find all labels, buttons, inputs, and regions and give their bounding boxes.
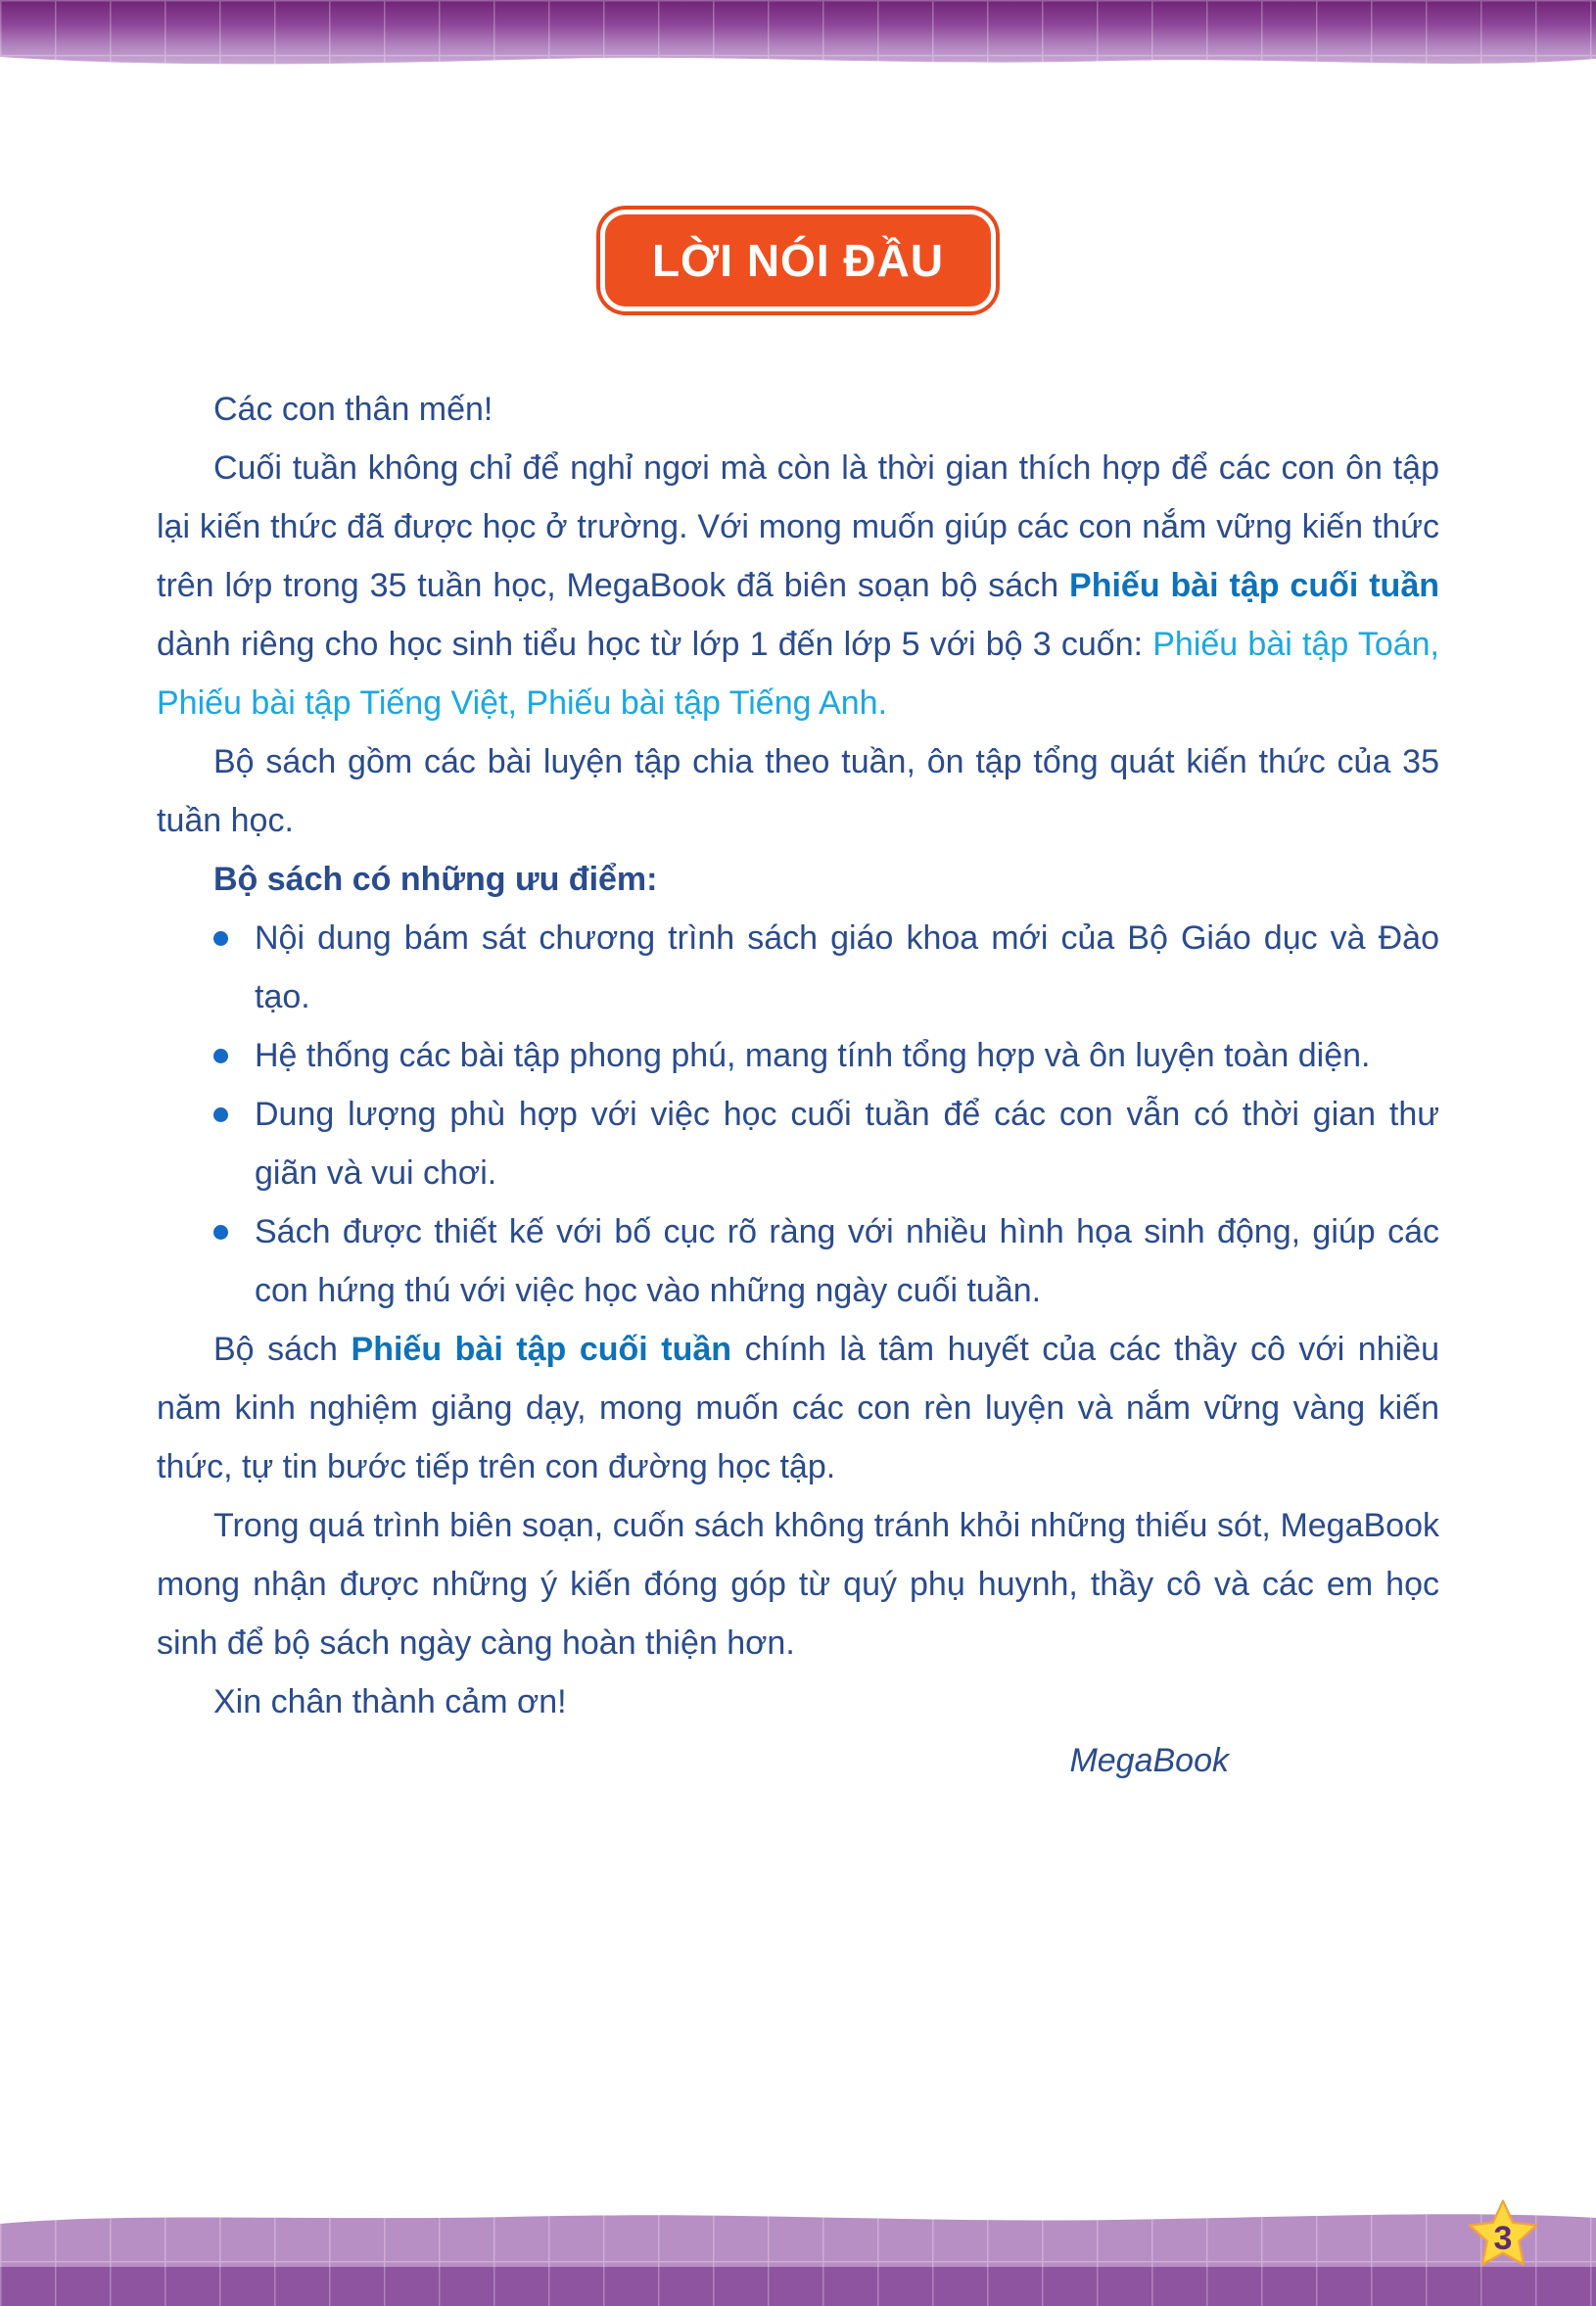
feature-item: Dung lượng phù hợp với việc học cuối tuần để các con vẫn có thời gian thư giãn và vui chơi. (157, 1085, 1439, 1202)
text-segment: Bộ sách (213, 1331, 352, 1368)
page-title: LỜI NÓI ĐẦU (600, 210, 996, 311)
top-decorative-band (0, 0, 1596, 88)
features-list (157, 909, 1439, 1320)
page-number-star (1465, 2196, 1541, 2273)
series-name-highlight: Phiếu bài tập cuối tuần (1069, 567, 1440, 604)
text-segment: chính là tâm huyết của các thầy cô với nhiều năm kinh nghiệm giảng dạy, mong muốn các con rèn luyện và nắm vững vàng kiến thức, tự tin bước tiếp trên con đường học tập. (157, 1331, 1439, 1485)
features-heading: Bộ sách có những ưu điểm: (213, 861, 658, 898)
feature-item: Sách được thiết kế với bố cục rõ ràng với nhiều hình họa sinh động, giúp các con hứng thú với việc học vào những ngày cuối tuần. (157, 1202, 1439, 1320)
overview-paragraph: Bộ sách gồm các bài luyện tập chia theo tuần, ôn tập tổng quát kiến thức của 35 tuần học. (157, 743, 1439, 839)
text-segment: Cuối tuần không chỉ để nghỉ ngơi mà còn là thời gian thích hợp để các con ôn tập lại kiến thức đã được học ở trường. Với mong muốn giúp các con nắm vững kiến thức trên lớp trong 35 tuần học, MegaBook đã biên soạn bộ sách (157, 449, 1439, 604)
greeting-paragraph: Các con thân mến! (213, 391, 493, 428)
title-badge-row (0, 210, 1596, 311)
book-titles-highlight: Phiếu bài tập Toán, Phiếu bài tập Tiếng Việt, Phiếu bài tập Tiếng Anh. (157, 626, 1439, 722)
dedication-paragraph (157, 1320, 1439, 1496)
series-name-highlight: Phiếu bài tập cuối tuần (351, 1331, 732, 1368)
text-segment: dành riêng cho học sinh tiểu học từ lớp 1 đến lớp 5 với bộ 3 cuốn: (157, 626, 1153, 663)
page-number: 3 (1493, 2219, 1513, 2257)
signature: MegaBook (1069, 1742, 1229, 1779)
bottom-decorative-band (0, 2206, 1596, 2306)
preface-content (157, 380, 1439, 1790)
intro-paragraph (157, 439, 1439, 732)
feature-item: Nội dung bám sát chương trình sách giáo khoa mới của Bộ Giáo dục và Đào tạo. (157, 909, 1439, 1026)
closing-paragraph: Xin chân thành cảm ơn! (213, 1683, 567, 1720)
feedback-paragraph: Trong quá trình biên soạn, cuốn sách không tránh khỏi những thiếu sót, MegaBook mong nhận được những ý kiến đóng góp từ quý phụ huynh, thầy cô và các em học sinh để bộ sách ngày càng hoàn thiện hơn. (157, 1507, 1439, 1662)
feature-item: Hệ thống các bài tập phong phú, mang tính tổng hợp và ôn luyện toàn diện. (157, 1026, 1439, 1085)
